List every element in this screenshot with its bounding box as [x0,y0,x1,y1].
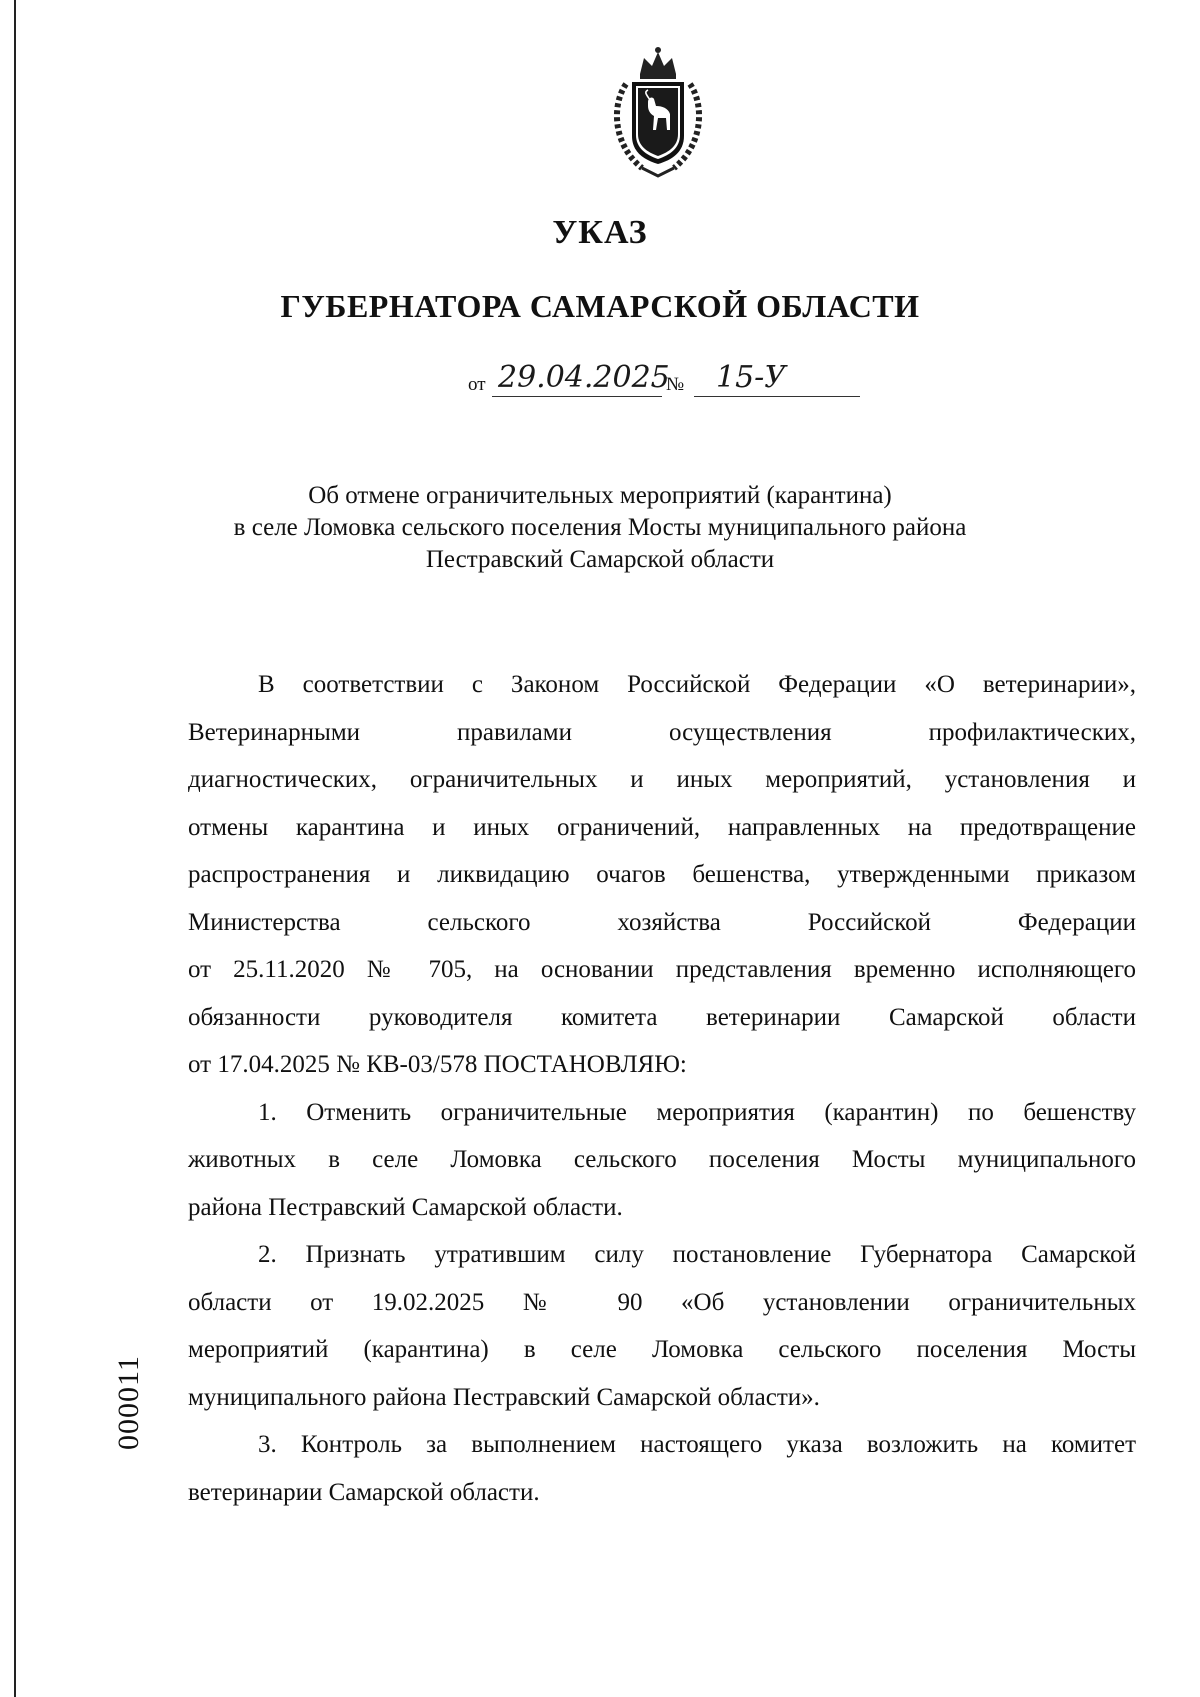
subject-line: в селе Ломовка сельского поселения Мосты муниципального района [233,514,967,541]
text-line: от 17.04.2025 № КВ-03/578 ПОСТАНОВЛЯЮ: [188,1051,687,1078]
text-line: мероприятий (карантина) в селе Ломовка сельского поселения Мосты [188,1336,1136,1363]
text-line: 1. Отменить ограничительные мероприятия (карантин) по бешенству [258,1098,1136,1126]
text-line: 3. Контроль за выполнением настоящего указа возложить на комитет [258,1431,1136,1458]
date-number-line [468,360,860,406]
page-stamp-number: 000011 [112,1355,145,1450]
preamble-paragraph [188,661,1136,1089]
document-subject [0,480,1200,576]
text-line: животных в селе Ломовка сельского поселения Мосты муниципального [188,1146,1136,1173]
clause-1 [188,1089,1136,1232]
text-line: района Пестравский Самарской области. [188,1193,623,1221]
text-line: Ветеринарными правилами осуществления профилактических, [188,718,1136,746]
text-line: В соответствии с Законом Российской Федерации «О ветеринарии», [258,671,1136,698]
text-line: муниципального района Пестравский Самарской области». [188,1383,820,1411]
text-line: области от 19.02.2025 № 90 «Об установлении ограничительных [188,1288,1136,1316]
text-line: 2. Признать утратившим силу постановление Губернатора Самарской [258,1241,1136,1268]
page-left-edge [14,0,16,1697]
document-issuer: ГУБЕРНАТОРА САМАРСКОЙ ОБЛАСТИ [280,288,920,324]
number-label: № [666,374,685,395]
text-line: диагностических, ограничительных и иных мероприятий, установления и [188,766,1136,793]
document-body [188,661,1136,1516]
number-underline [694,396,860,397]
subject-line: Пестравский Самарской области [425,546,775,573]
document-title: УКАЗ [552,214,648,251]
text-line: Министерства сельского хозяйства Российской Федерации [188,908,1136,936]
clause-3 [188,1421,1136,1516]
samara-coat-of-arms-icon [598,44,718,180]
document-date: 29.04.2025 [498,360,670,395]
text-line: ветеринарии Самарской области. [188,1478,540,1506]
clause-2 [188,1231,1136,1421]
date-underline [492,396,662,397]
subject-line: Об отмене ограничительных мероприятий (карантина) [308,482,892,509]
text-line: распространения и ликвидацию очагов бешенства, утвержденными приказом [188,861,1136,888]
text-line: отмены карантина и иных ограничений, направленных на предотвращение [188,813,1136,841]
from-label: от [468,374,486,395]
text-line: обязанности руководителя комитета ветеринарии Самарской области [188,1003,1136,1031]
document-number: 15-У [716,360,786,395]
text-line: от 25.11.2020 № 705, на основании представления временно исполняющего [188,956,1136,983]
